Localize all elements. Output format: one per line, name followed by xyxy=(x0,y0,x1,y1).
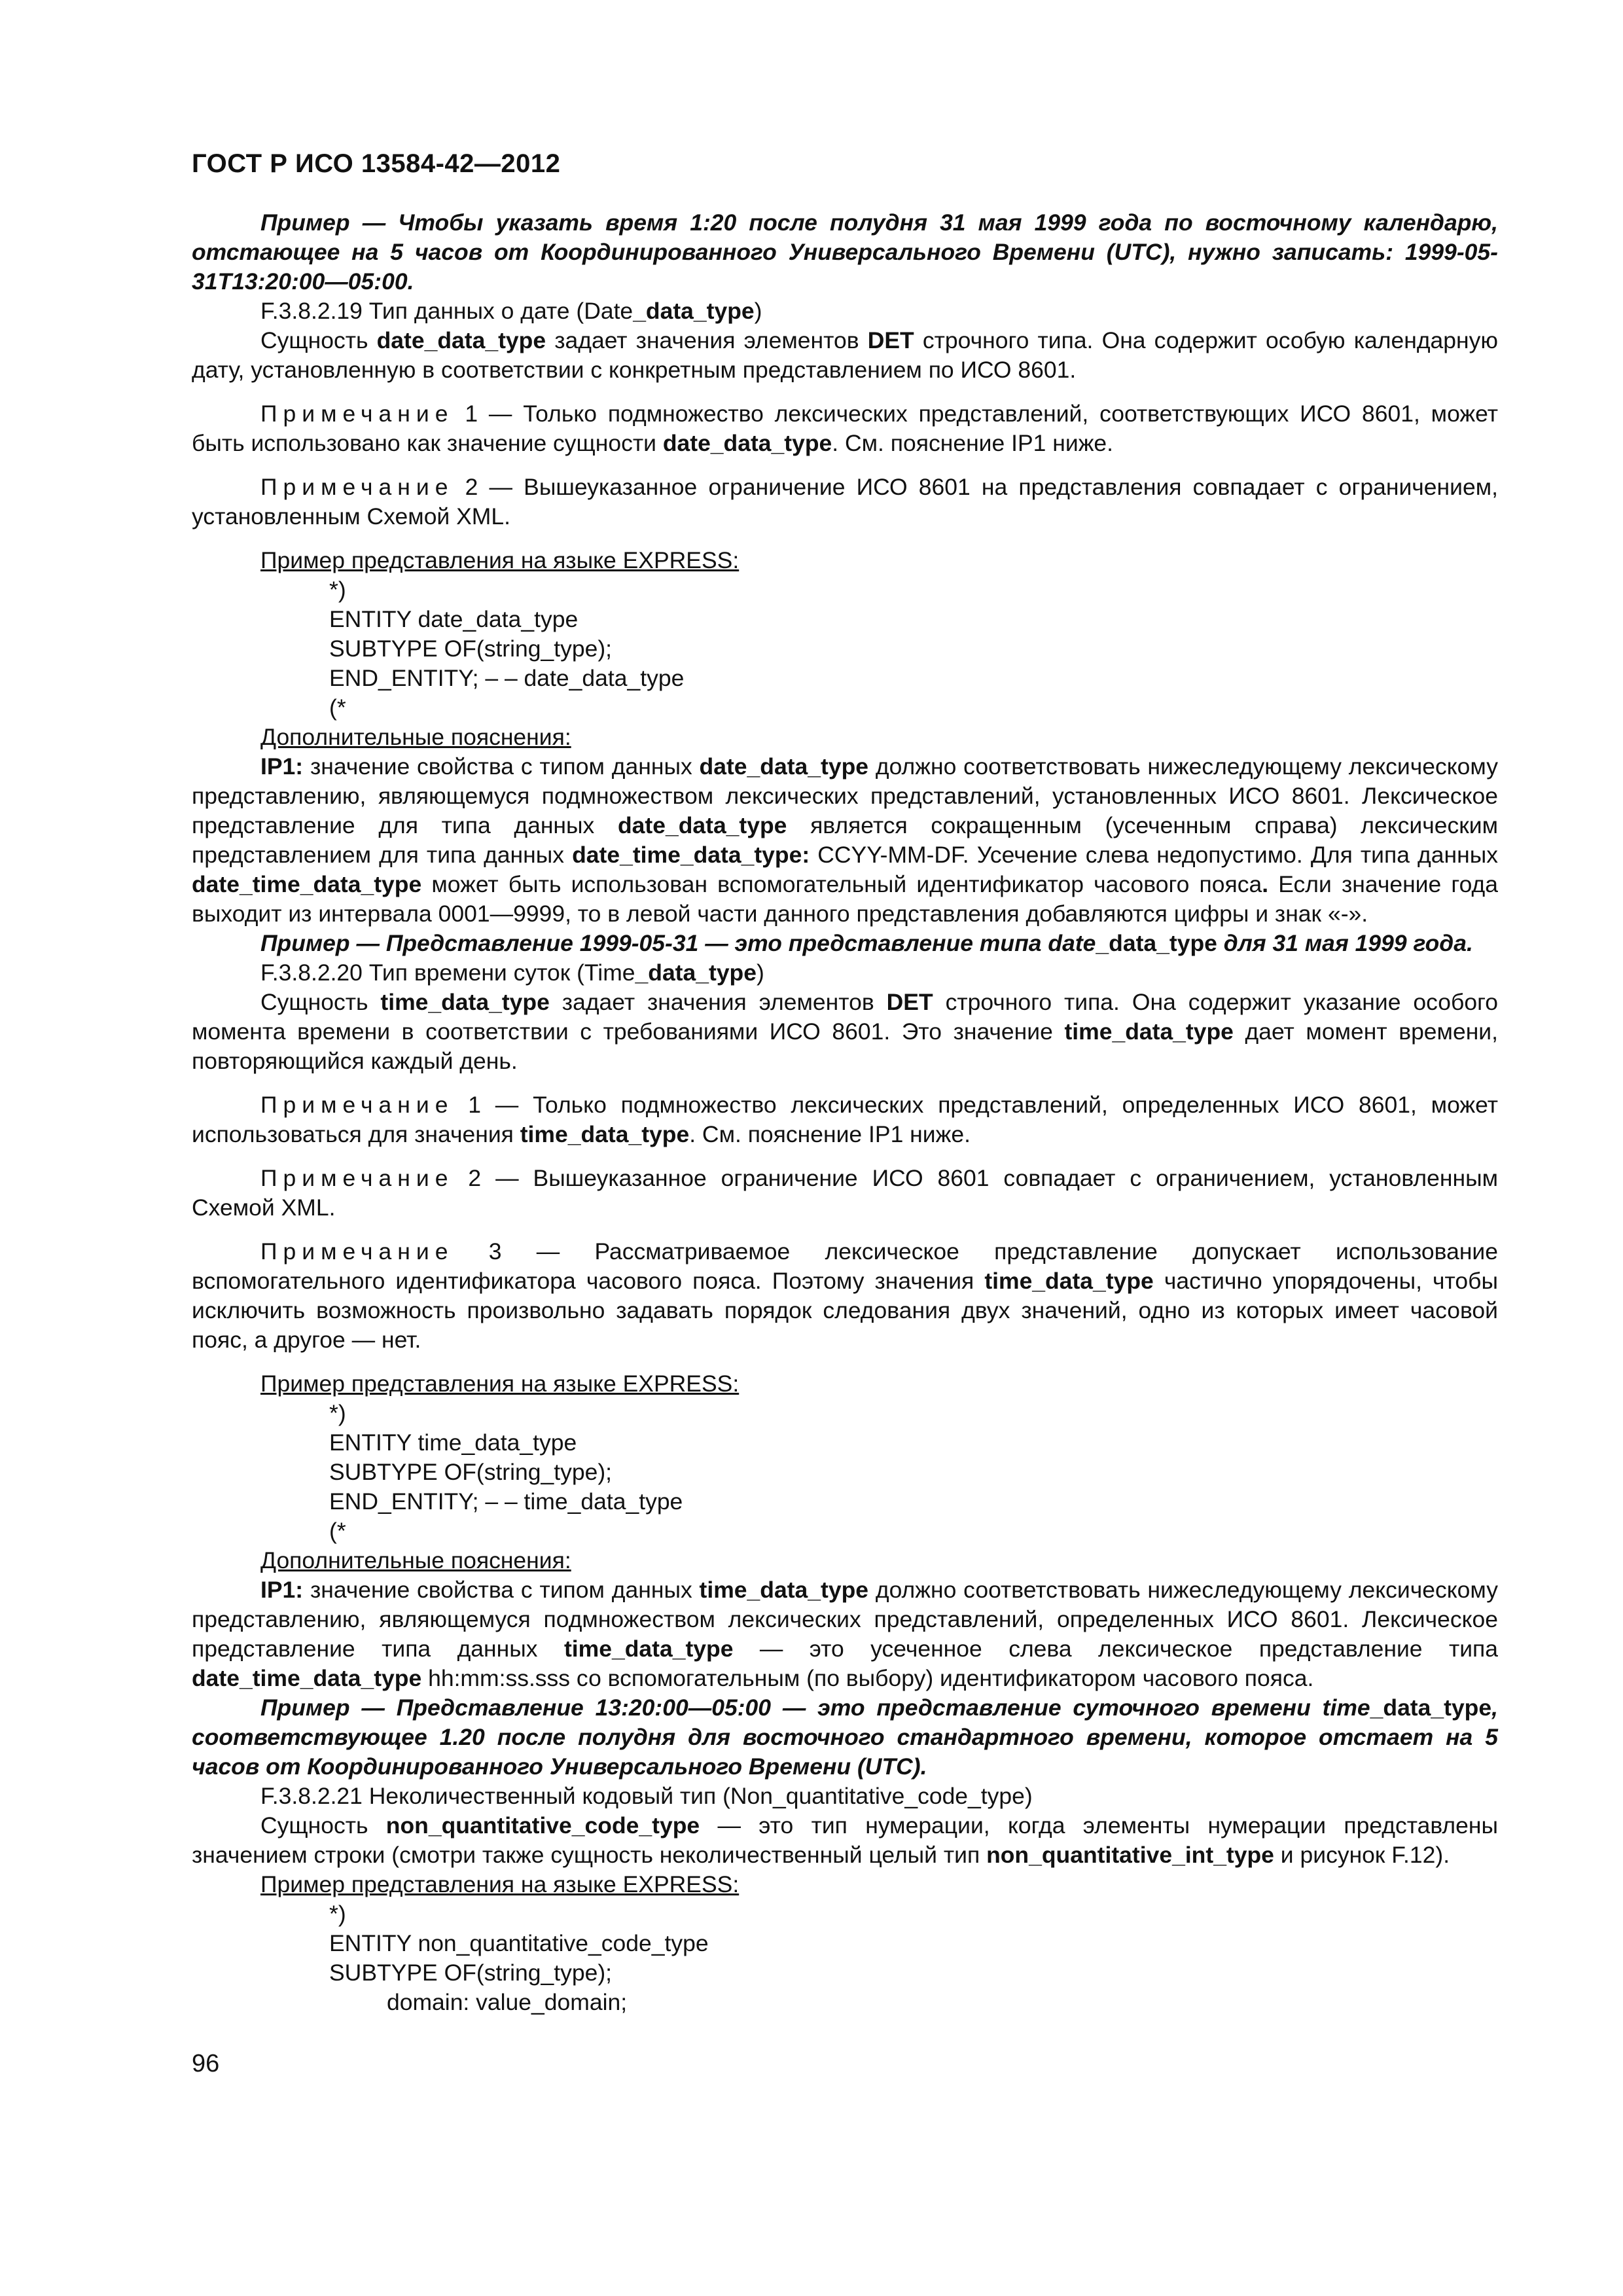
text-run: задает значения элементов xyxy=(546,327,868,353)
term: DET xyxy=(867,327,914,353)
term: date_time_data_type xyxy=(192,871,422,897)
text-run: Сущность xyxy=(260,327,377,353)
text-run: — это тип нумерации, когда элементы нумерации представлены значением строки (смотри также сущность неколичественный целый тип xyxy=(192,1812,1498,1868)
text-run: 3 — Рассматриваемое лексическое представление допускает использование вспомогательного идентификатора часового пояса. Поэтому значения xyxy=(192,1238,1498,1294)
text-run: может быть использован вспомогательный идентификатор часового пояса xyxy=(421,871,1262,897)
code-line: *) xyxy=(329,1901,346,1927)
term: time_data_type xyxy=(563,1636,734,1662)
code-line: (* xyxy=(329,694,346,721)
term: non_quantitative_int_type xyxy=(986,1842,1274,1868)
note-label: Примечание xyxy=(260,1092,454,1118)
express-example-label xyxy=(192,1369,1498,1399)
term: date_time_data_type xyxy=(192,1665,422,1691)
section-title-date-data-type xyxy=(192,296,1498,326)
additional-label: Дополнительные пояснения: xyxy=(260,724,571,750)
term: date_data_type xyxy=(699,753,869,780)
express-label: Пример представления на языке EXPRESS: xyxy=(260,1871,740,1897)
term: time_data_type xyxy=(1064,1018,1234,1045)
non-quantitative-code-type-description xyxy=(192,1811,1498,1870)
section-title-non-quantitative-code-type: F.3.8.2.21 Неколичественный кодовый тип (Non_quantitative_code_type) xyxy=(260,1783,1033,1809)
code-line: SUBTYPE OF(string_type); xyxy=(329,636,613,662)
express-label: Пример представления на языке EXPRESS: xyxy=(260,547,740,573)
text-run: значение свойства с типом данных xyxy=(303,1577,700,1603)
text-run: — это усеченное слева лексическое представление типа xyxy=(733,1636,1498,1662)
code-line: ENTITY date_data_type xyxy=(329,606,579,632)
text-run: является сокращенным (усеченным справа) лексическим представлением для типа данных xyxy=(192,812,1498,868)
text-run: дает момент времени, повторяющийся каждый день. xyxy=(192,1018,1499,1074)
term: non_quantitative_code_type xyxy=(385,1812,700,1839)
code-line: (* xyxy=(329,1518,346,1544)
additional-label: Дополнительные пояснения: xyxy=(260,1547,571,1573)
note-1-time xyxy=(192,1090,1498,1149)
ip-label: IP1: xyxy=(260,753,304,780)
note-2-time xyxy=(192,1164,1498,1223)
code-line: END_ENTITY; – – date_data_type xyxy=(329,665,685,691)
section-title-bold: _data_type xyxy=(633,298,755,324)
text-run: для 31 мая 1999 года. xyxy=(1217,930,1473,956)
page-content xyxy=(192,208,1498,2017)
text-run: должно соответствовать нижеследующему лексическому представлению, являющемуся подмножеством лексических представлений, определенных ИСО 8601. Лексическое представление типа данных xyxy=(192,1577,1498,1662)
additional-notes-label xyxy=(192,723,1498,752)
text-run: 1 — Только подмножество лексических представлений, соответствующих ИСО 8601, может быть использовано как значение сущности xyxy=(192,401,1498,456)
section-title-close: ) xyxy=(757,960,764,986)
ip1-time xyxy=(192,1575,1498,1693)
text-run: Если значение года выходит из интервала 0001—9999, то в левой части данного представления добавляются цифры и знак «-». xyxy=(192,871,1498,927)
text-run: и рисунок F.12). xyxy=(1274,1842,1450,1868)
text-run: частично упорядочены, чтобы исключить возможность произвольно задавать порядок следования двух значений, одно из которых имеет часовой пояс, а другое — нет. xyxy=(192,1268,1498,1353)
document-header: ГОСТ Р ИСО 13584-42—2012 xyxy=(192,149,561,178)
code-line: ENTITY time_data_type xyxy=(329,1429,577,1456)
example-utc-time: Пример — Чтобы указать время 1:20 после полудня 31 мая 1999 года по восточному календарю, отстающее на 5 часов от Координированного Универсального Времени (UTC), нужно записать: 1999-05-31T13:20:00—05:00. xyxy=(192,209,1498,295)
example-date-representation xyxy=(192,929,1498,958)
term: time_data_type xyxy=(699,1577,869,1603)
term: time_data_type xyxy=(520,1121,690,1147)
note-1-date xyxy=(192,399,1498,458)
text-run: hh:mm:ss.sss со вспомогательным (по выбору) идентификатором часового пояса. xyxy=(421,1665,1314,1691)
term: date_data_type xyxy=(617,812,787,838)
text-run: должно соответствовать нижеследующему лексическому представлению, являющемуся подмножеством лексических представлений, установленных ИСО 8601. Лексическое представление для типа данных xyxy=(192,753,1498,838)
text-run: строчного типа. Она содержит особую календарную дату, установленную в соответствии с конкретным представлением по ИСО 8601. xyxy=(192,327,1498,383)
text-run: Пример — Представление 1999-05-31 — это представление типа date xyxy=(260,930,1096,956)
code-line-indented: domain: value_domain; xyxy=(387,1989,628,2015)
time-data-type-description xyxy=(192,988,1498,1076)
section-title-close: ) xyxy=(754,298,762,324)
text-run: Сущность xyxy=(260,989,381,1015)
code-line: *) xyxy=(329,1400,346,1426)
text-run: . См. пояснение IP1 ниже. xyxy=(689,1121,971,1147)
section-title-time-data-type xyxy=(192,958,1498,988)
note-label: Примечание xyxy=(260,1165,454,1191)
text-run: . См. пояснение IP1 ниже. xyxy=(832,430,1114,456)
note-label: Примечание xyxy=(260,401,454,427)
text-run: 2 — Вышеуказанное ограничение ИСО 8601 совпадает с ограничением, установленным Схемой XML. xyxy=(192,1165,1498,1221)
term: date_time_data_type: xyxy=(572,842,810,868)
date-data-type-description xyxy=(192,326,1498,385)
code-line: END_ENTITY; – – time_data_type xyxy=(329,1488,683,1515)
code-line: SUBTYPE OF(string_type); xyxy=(329,1960,613,1986)
text-run: CCYY-MM-DF. Усечение слева недопустимо. Для типа данных xyxy=(810,842,1498,868)
section-title-text: F.3.8.2.19 Тип данных о дате (Date xyxy=(260,298,633,324)
term: time_data_type xyxy=(380,989,550,1015)
code-line: *) xyxy=(329,577,346,603)
text-run: задает значения элементов xyxy=(549,989,887,1015)
term: date_data_type xyxy=(376,327,546,353)
term: DET xyxy=(886,989,933,1015)
ip-label: IP1: xyxy=(260,1577,304,1603)
section-title-text: F.3.8.2.20 Тип времени суток (Time xyxy=(260,960,635,986)
note-label: Примечание xyxy=(260,1238,454,1265)
term: time_data_type xyxy=(984,1268,1154,1294)
note-2-date xyxy=(192,473,1498,531)
express-example-label xyxy=(192,1870,1498,1899)
text-run: строчного типа. Она содержит указание особого момента времени в соответствии с требованиями ИСО 8601. Это значение xyxy=(192,989,1498,1045)
additional-notes-label xyxy=(192,1546,1498,1575)
note-label: Примечание xyxy=(260,474,454,500)
term: date_data_type xyxy=(662,430,832,456)
example-time-representation xyxy=(192,1693,1498,1782)
code-line: SUBTYPE OF(string_type); xyxy=(329,1459,613,1485)
code-line: ENTITY non_quantitative_code_type xyxy=(329,1930,709,1956)
text-run: 2 — Вышеуказанное ограничение ИСО 8601 на представления совпадает с ограничением, установленным Схемой XML. xyxy=(192,474,1498,529)
express-label: Пример представления на языке EXPRESS: xyxy=(260,1371,740,1397)
note-3-time xyxy=(192,1237,1498,1355)
term: _data_type xyxy=(1370,1695,1492,1721)
text-run: Сущность xyxy=(260,1812,386,1839)
page-number: 96 xyxy=(192,2050,220,2077)
text-run: Пример — Представление 13:20:00—05:00 — это представление суточного времени time xyxy=(260,1695,1370,1721)
term: . xyxy=(1262,871,1269,897)
ip1-date xyxy=(192,752,1498,929)
section-title-bold: _data_type xyxy=(635,960,757,986)
text-run: , соответствующее 1.20 после полудня для восточного стандартного времени, которое отстает на 5 часов от Координированного Универсального Времени (UTC). xyxy=(192,1695,1498,1780)
express-example-label xyxy=(192,546,1498,575)
text-run: 1 — Только подмножество лексических представлений, определенных ИСО 8601, может использоваться для значения xyxy=(192,1092,1498,1147)
term: _data_type xyxy=(1096,930,1217,956)
text-run: значение свойства с типом данных xyxy=(303,753,700,780)
